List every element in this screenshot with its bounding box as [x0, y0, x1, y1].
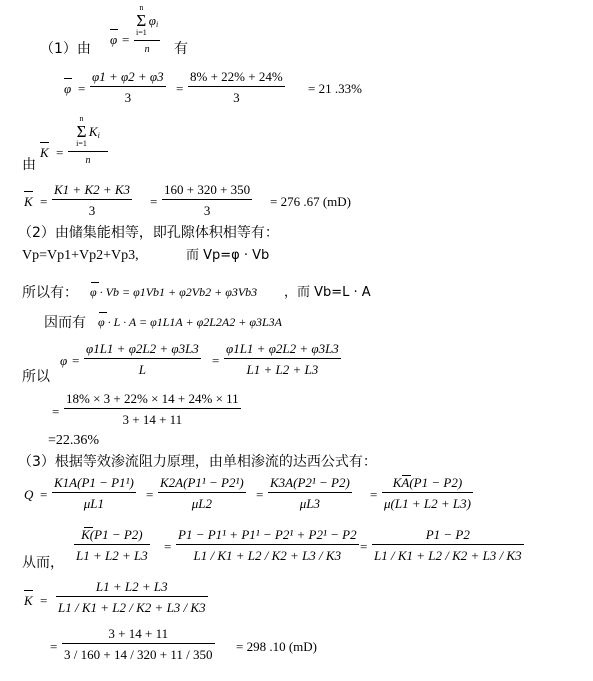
- phi-mean-symbol: φ: [64, 81, 72, 96]
- overbar: [110, 29, 118, 30]
- phi-symbol: φ: [60, 353, 68, 368]
- denominator: n: [85, 155, 91, 166]
- denominator: 3: [124, 90, 132, 105]
- denominator: L1 / K1 + L2 / K2 + L3 / K3: [374, 548, 522, 563]
- sum-term-index: i: [155, 19, 159, 29]
- sum-term-index: i: [97, 130, 100, 140]
- permeability-values-fraction: [162, 183, 252, 217]
- denominator: L1 / K1 + L2 / K2 + L3 / K3: [58, 600, 206, 615]
- text-so-have: 所以有：: [22, 285, 78, 301]
- k-sum-fraction: [52, 183, 132, 217]
- denominator: n: [144, 44, 150, 55]
- fraction-bar: [224, 358, 341, 359]
- pressure-drop-sum-fraction: [176, 528, 359, 562]
- k-mean-symbol: K: [24, 194, 33, 209]
- overbar: [99, 312, 107, 313]
- numerator: L1 + L2 + L3: [95, 579, 168, 594]
- text-therefore: 从而，: [22, 555, 64, 571]
- phi-sum-fraction: [90, 70, 166, 104]
- denominator: L1 + L2 + L3: [246, 362, 319, 377]
- k-mean-definition: [68, 115, 108, 166]
- denominator: μL3: [299, 496, 321, 511]
- fraction-bar: [176, 544, 359, 545]
- fraction-bar: [64, 408, 241, 409]
- text-has: 有: [174, 41, 188, 57]
- denominator: 3: [233, 90, 240, 105]
- overbar: [84, 527, 93, 528]
- length-area-formula: φ · L · A = φ1L1A + φ2L2A2 + φ3L3A: [98, 315, 282, 329]
- numerator: φ1 + φ2 + φ3: [92, 69, 164, 84]
- denominator: 3: [88, 203, 96, 218]
- fraction-bar: [372, 544, 524, 545]
- denominator: L1 / K1 + L2 / K2 + L3 / K3: [193, 548, 342, 563]
- numerator: P1 − P1¹ + P1¹ − P2¹ + P2¹ − P2: [178, 527, 357, 542]
- porosity-values-fraction: [188, 70, 285, 104]
- volume-balance-formula: φ · Vb = φ1Vb1 + φ2Vb2 + φ3Vb3: [90, 285, 258, 299]
- pressure-drop-fraction: [372, 528, 524, 562]
- fraction-bar: [62, 643, 215, 644]
- numerator: φ1L1 + φ2L2 + φ3L3: [226, 341, 339, 356]
- step-3-heading: （3）根据等效渗流阻力原理，由单相渗流的达西公式有：: [18, 454, 377, 470]
- numerator: P1 − P2: [425, 527, 470, 542]
- equals-sign: =: [150, 194, 158, 209]
- denominator: 3 + 14 + 11: [122, 412, 183, 427]
- sum-term: K: [88, 124, 98, 139]
- weighted-porosity-fraction: [84, 342, 201, 376]
- equals-sign: =: [176, 81, 184, 96]
- result-value: = 21 .33%: [308, 81, 362, 96]
- numerator: 160 + 320 + 350: [164, 182, 251, 197]
- numerator: K1A(P1 − P1¹): [54, 475, 134, 490]
- sum-upper: n: [79, 114, 84, 123]
- phi-mean-symbol: φ: [110, 32, 118, 47]
- equivalent-flow-fraction: [74, 528, 150, 562]
- fraction-bar: [134, 40, 160, 41]
- step-2-heading: （2）由储集能相等，即孔隙体积相等有：: [18, 225, 279, 241]
- denominator: μ(L1 + L2 + L3): [384, 496, 471, 511]
- fraction-bar: [68, 151, 108, 152]
- text-so: 所以: [22, 369, 50, 385]
- equals-sign: =: [40, 593, 48, 608]
- equals-sign: =: [56, 145, 64, 160]
- equals-sign: =: [256, 487, 264, 502]
- sum-lower: i=1: [136, 28, 147, 37]
- text-from: 由: [22, 157, 36, 173]
- fraction-bar: [74, 544, 150, 545]
- sum-upper: n: [139, 3, 144, 12]
- permeability-numeric-fraction: [62, 627, 215, 661]
- equals-sign: =: [360, 539, 368, 554]
- numerator: K(P1 − P2): [81, 527, 143, 542]
- pore-volume-relation: 而 Vp=φ · Vb: [186, 248, 270, 263]
- numerator: K1 + K2 + K3: [54, 182, 131, 197]
- denominator: 3: [203, 203, 211, 218]
- fraction-bar: [90, 86, 166, 87]
- equivalent-permeability-fraction: [56, 580, 208, 614]
- overbar: [40, 142, 49, 143]
- fraction-bar: [162, 199, 252, 200]
- flow-rate-symbol: Q: [24, 487, 34, 502]
- equals-sign: =: [146, 487, 154, 502]
- denominator: μL2: [191, 496, 212, 511]
- fraction-bar: [188, 86, 285, 87]
- equals-sign: =: [370, 487, 378, 502]
- fraction-bar: [84, 358, 201, 359]
- weighted-porosity-expanded: [224, 342, 341, 376]
- darcy-segment-3: [268, 476, 352, 510]
- overbar: [402, 475, 411, 476]
- sum-symbol: Σ: [136, 11, 147, 30]
- denominator: L: [138, 362, 147, 377]
- fraction-bar: [158, 492, 246, 493]
- k-mean-symbol: K: [24, 593, 33, 608]
- equals-sign: =: [40, 487, 48, 502]
- equals-sign: =: [40, 194, 48, 209]
- permeability-result: = 298 .10 (mD): [236, 639, 317, 654]
- equals-sign: =: [78, 81, 86, 96]
- numerator: KA(P1 − P2): [392, 475, 463, 490]
- pore-volume-equation: Vp=Vp1+Vp2+Vp3,: [22, 248, 139, 263]
- equals-sign: =: [52, 404, 60, 419]
- denominator: L1 + L2 + L3: [76, 548, 148, 563]
- equals-sign: =: [50, 639, 58, 654]
- result-value: = 276 .67 (mD): [270, 194, 351, 209]
- step-1-label: （1）由: [40, 41, 91, 57]
- darcy-equivalent: [382, 476, 473, 510]
- equals-sign: =: [164, 539, 172, 554]
- phi-mean-definition: [134, 4, 160, 55]
- numerator: K3A(P2¹ − P2): [270, 475, 350, 490]
- numerator: φ1L1 + φ2L2 + φ3L3: [86, 341, 199, 356]
- equals-sign: =: [212, 353, 220, 368]
- fraction-bar: [56, 596, 208, 597]
- denominator: μL1: [83, 496, 105, 511]
- numerator: 18% × 3 + 22% × 14 + 24% × 11: [66, 391, 239, 406]
- k-mean-symbol: K: [40, 145, 49, 160]
- overbar: [91, 282, 99, 283]
- darcy-segment-1: [52, 476, 136, 510]
- numerator: K2A(P1¹ − P2¹): [160, 475, 244, 490]
- bulk-volume-relation: ，而 Vb=L · A: [284, 285, 371, 300]
- text-thus-have: 因而有: [44, 315, 86, 331]
- overbar: [64, 78, 72, 79]
- fraction-bar: [382, 492, 473, 493]
- fraction-bar: [52, 492, 136, 493]
- porosity-result: =22.36%: [48, 433, 100, 448]
- numerator: 8% + 22% + 24%: [190, 69, 283, 84]
- fraction-bar: [268, 492, 352, 493]
- porosity-numeric-fraction: [64, 392, 241, 426]
- overbar: [24, 191, 33, 192]
- fraction-bar: [52, 199, 132, 200]
- darcy-segment-2: [158, 476, 246, 510]
- sum-lower: i=1: [76, 139, 87, 148]
- equals-sign: =: [122, 32, 130, 47]
- denominator: 3 / 160 + 14 / 320 + 11 / 350: [64, 647, 213, 662]
- equals-sign: =: [72, 353, 80, 368]
- sum-symbol: Σ: [76, 122, 87, 141]
- numerator: 3 + 14 + 11: [108, 626, 169, 641]
- overbar: [24, 590, 33, 591]
- sum-term: φ: [148, 13, 156, 28]
